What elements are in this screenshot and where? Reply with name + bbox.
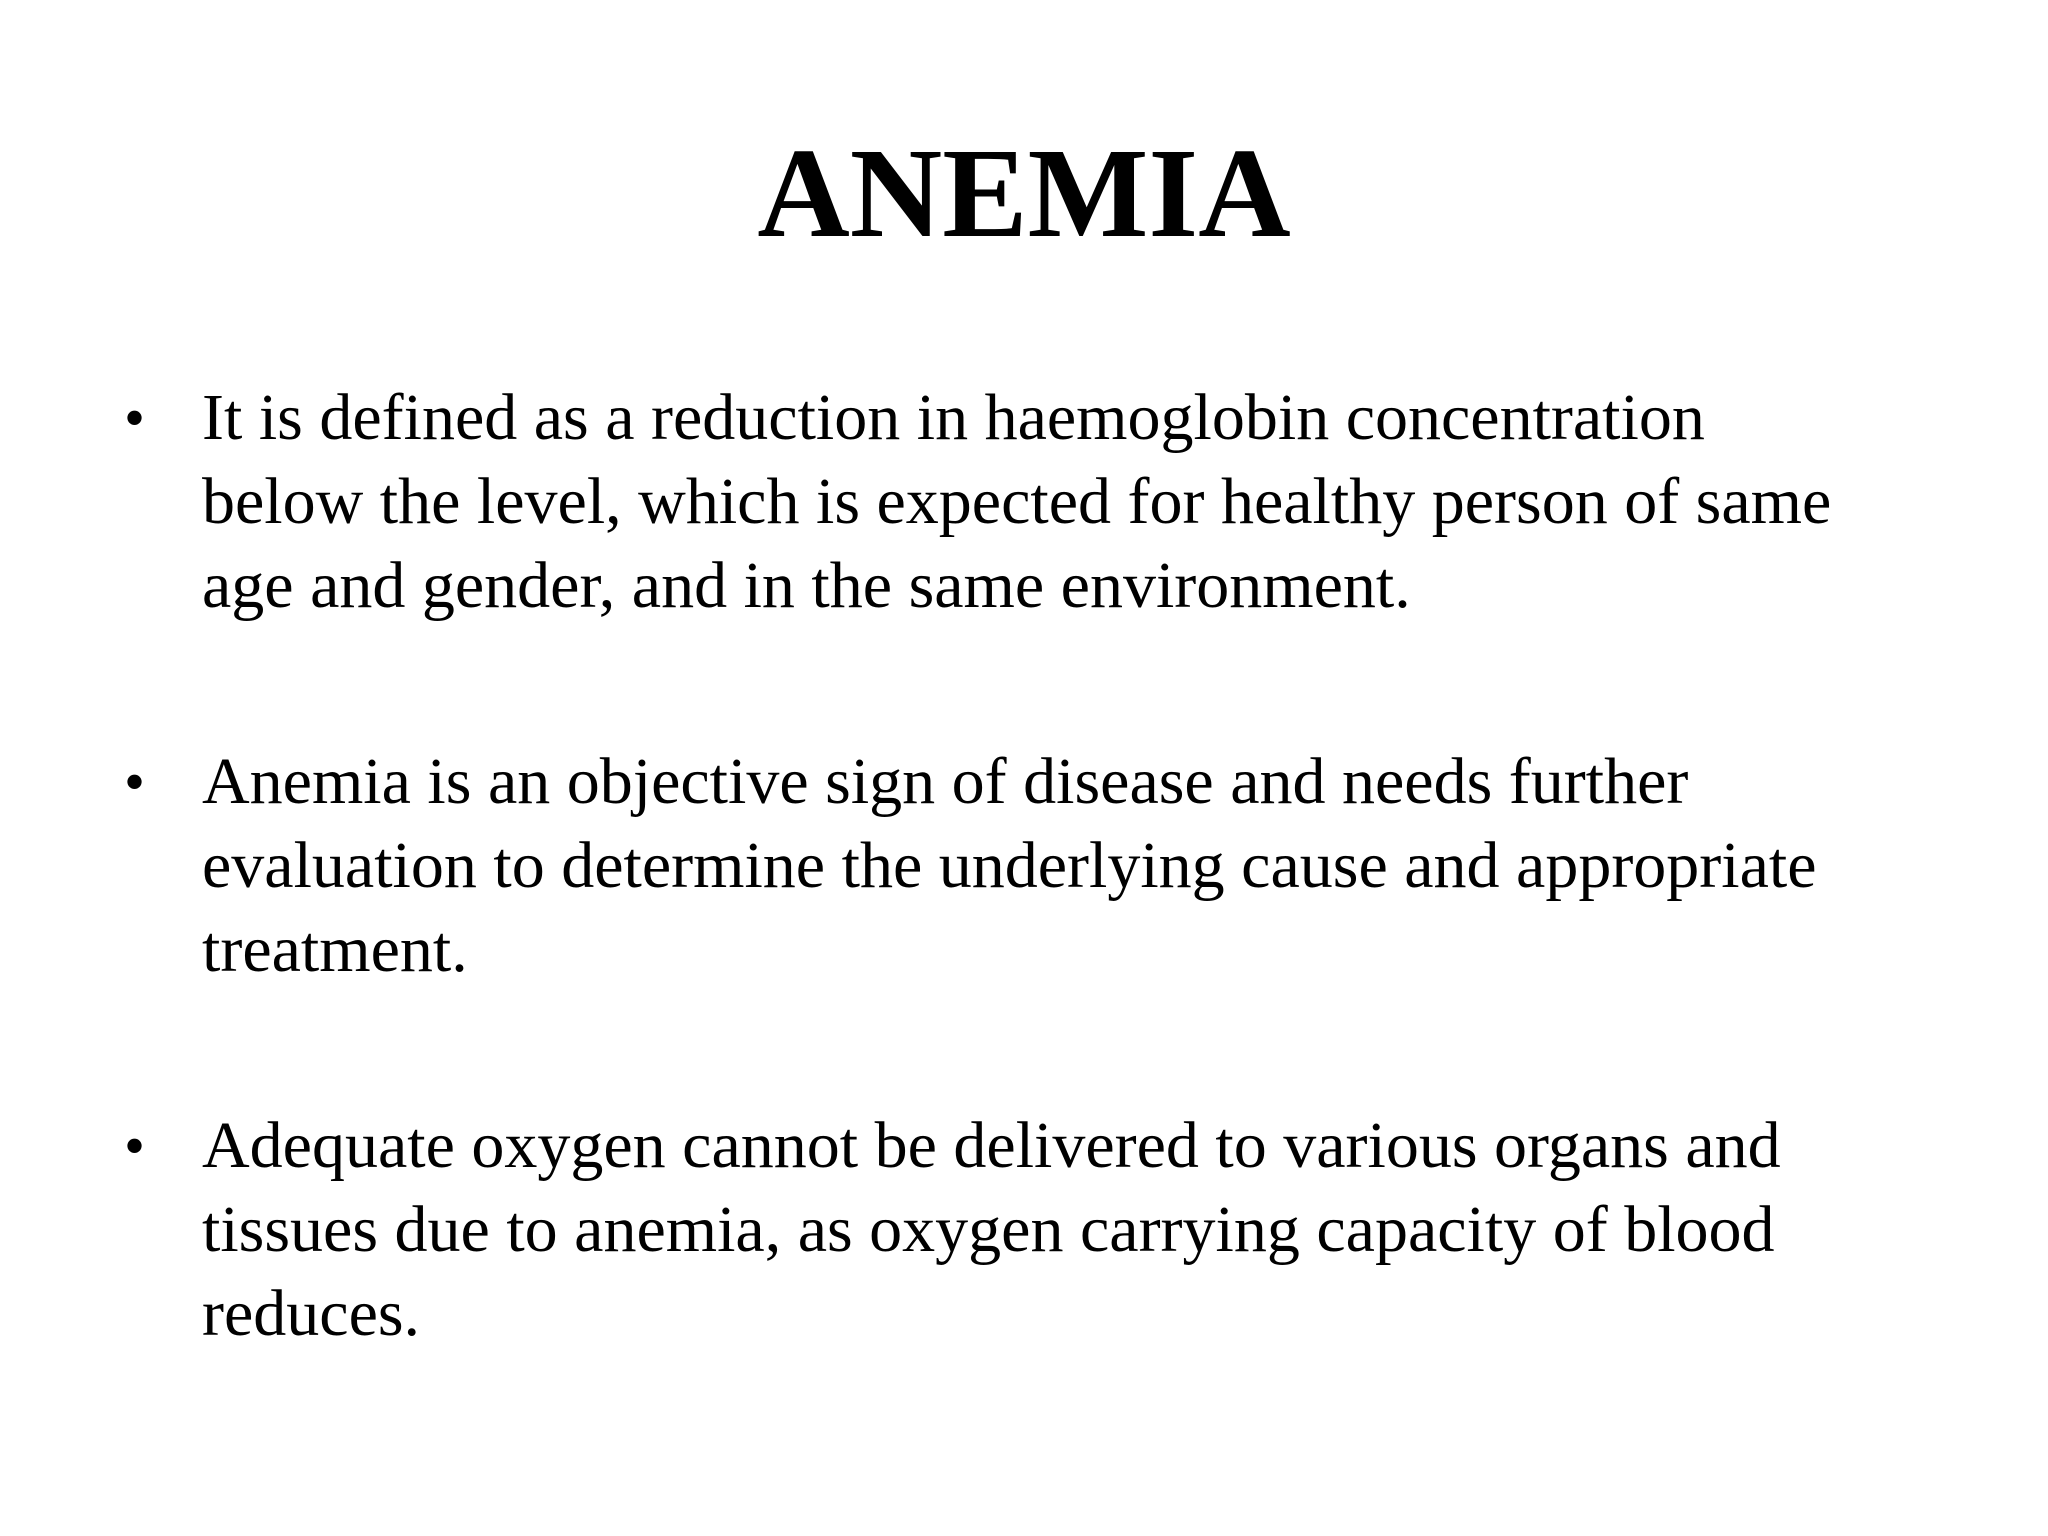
bullet-line: evaluation to determine the underlying cause and appropriate (202, 829, 1817, 902)
bullet-text (202, 376, 1962, 628)
bullet-line: age and gender, and in the same environment. (202, 549, 1411, 622)
bullet-text (202, 1104, 1962, 1356)
bullet-point-icon: • (124, 385, 146, 451)
bullet-line: below the level, which is expected for healthy person of same (202, 465, 1832, 538)
bullet-line: Adequate oxygen cannot be delivered to various organs and (202, 1109, 1781, 1182)
bullet-point-icon: • (124, 1113, 146, 1179)
bullet-point-icon: • (124, 749, 146, 815)
slide-title: ANEMIA (757, 122, 1291, 264)
bullet-line: It is defined as a reduction in haemoglobin concentration (202, 381, 1705, 454)
bullet-line: tissues due to anemia, as oxygen carrying capacity of blood (202, 1193, 1775, 1266)
bullet-line: treatment. (202, 913, 468, 986)
bullet-text (202, 740, 1962, 992)
bullet-line: Anemia is an objective sign of disease and needs further (202, 745, 1689, 818)
bullet-line: reduces. (202, 1277, 421, 1350)
